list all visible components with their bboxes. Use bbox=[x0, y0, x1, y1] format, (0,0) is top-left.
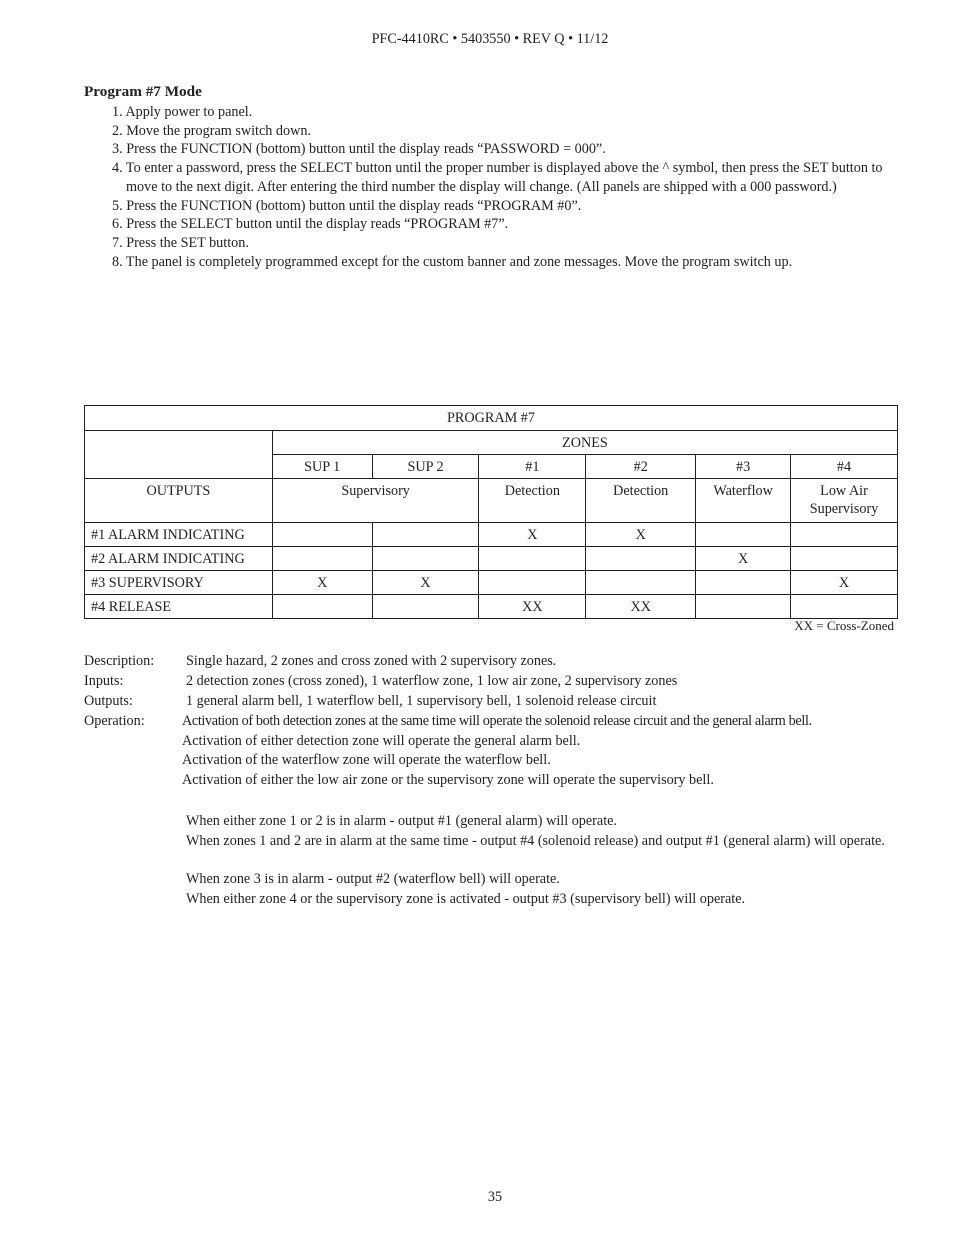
outputs-value: 1 general alarm bell, 1 waterflow bell, 1 supervisory bell, 1 solenoid release circuit bbox=[186, 693, 657, 709]
zone-type: Detection bbox=[586, 479, 696, 523]
table-cell bbox=[272, 595, 372, 619]
section-title: Program #7 Mode bbox=[84, 83, 202, 100]
step-item: 3. Press the FUNCTION (bottom) button until the display reads “PASSWORD = 000”. bbox=[112, 141, 606, 158]
output-label: #2 ALARM INDICATING bbox=[85, 547, 273, 571]
step-item: 8. The panel is completely programmed except for the custom banner and zone messages. Move the program switch up. bbox=[112, 253, 793, 270]
zone-header: #2 bbox=[586, 455, 696, 479]
table-title: PROGRAM #7 bbox=[85, 406, 898, 431]
table-cell bbox=[791, 523, 898, 547]
when-line: When zone 3 is in alarm - output #2 (waterflow bell) will operate. bbox=[186, 871, 560, 887]
table-row bbox=[85, 523, 898, 547]
output-label: #3 SUPERVISORY bbox=[85, 571, 273, 595]
table-cell: X bbox=[372, 571, 479, 595]
inputs-value: 2 detection zones (cross zoned), 1 waterflow zone, 1 low air zone, 2 supervisory zones bbox=[186, 673, 678, 689]
table-cell: X bbox=[479, 523, 586, 547]
zone-type: Waterflow bbox=[696, 479, 791, 523]
table-cell bbox=[479, 571, 586, 595]
step-item: 5. Press the FUNCTION (bottom) button until the display reads “PROGRAM #0”. bbox=[112, 197, 582, 214]
zone-type: Low Air Supervisory bbox=[791, 479, 898, 523]
table-cell: X bbox=[696, 547, 791, 571]
when-line: When either zone 4 or the supervisory zone is activated - output #3 (supervisory bell) will operate. bbox=[186, 891, 746, 907]
table-cell: XX bbox=[479, 595, 586, 619]
output-label: #1 ALARM INDICATING bbox=[85, 523, 273, 547]
table-cell: XX bbox=[586, 595, 696, 619]
step-item: 4. To enter a password, press the SELECT button until the proper number is displayed above the ^ symbol, then press the SET button to move to the next digit. After entering the third number the display will change. (All panels are shipped with a 000 password.) bbox=[112, 160, 883, 195]
inputs-label: Inputs: bbox=[84, 673, 124, 689]
operation-line: Activation of the waterflow zone will operate the waterflow bell. bbox=[182, 752, 551, 768]
step-item: 7. Press the SET button. bbox=[112, 234, 249, 251]
table-cell: X bbox=[586, 523, 696, 547]
table-cell bbox=[791, 547, 898, 571]
table-cell bbox=[479, 547, 586, 571]
step-item: 2. Move the program switch down. bbox=[112, 122, 311, 139]
step-item: 1. Apply power to panel. bbox=[112, 104, 253, 120]
table-row bbox=[85, 595, 898, 619]
outputs-label: Outputs: bbox=[84, 693, 133, 709]
page-number: 35 bbox=[487, 1189, 503, 1205]
outputs-header: OUTPUTS bbox=[85, 479, 273, 523]
table-row bbox=[85, 547, 898, 571]
table-cell bbox=[372, 595, 479, 619]
table-cell bbox=[586, 547, 696, 571]
page-header: PFC-4410RC • 5403550 • REV Q • 11/12 bbox=[371, 31, 609, 47]
table-footnote: XX = Cross-Zoned bbox=[794, 618, 894, 633]
zone-type: Supervisory bbox=[272, 479, 479, 523]
table-cell bbox=[696, 595, 791, 619]
zone-type: Detection bbox=[479, 479, 586, 523]
when-line: When zones 1 and 2 are in alarm at the same time - output #4 (solenoid release) and output #1 (general alarm) will operate. bbox=[186, 833, 885, 849]
table-cell bbox=[696, 523, 791, 547]
description-value: Single hazard, 2 zones and cross zoned with 2 supervisory zones. bbox=[186, 653, 557, 669]
when-line: When either zone 1 or 2 is in alarm - output #1 (general alarm) will operate. bbox=[186, 813, 617, 829]
table-cell bbox=[372, 523, 479, 547]
zone-header: SUP 1 bbox=[272, 455, 372, 479]
description-label: Description: bbox=[84, 653, 155, 669]
operation-line: Activation of both detection zones at the same time will operate the solenoid release circuit and the general alarm bell. bbox=[182, 713, 812, 729]
zone-header: #4 bbox=[791, 455, 898, 479]
operation-line: Activation of either detection zone will operate the general alarm bell. bbox=[182, 733, 581, 749]
table-cell bbox=[586, 571, 696, 595]
table-cell bbox=[696, 571, 791, 595]
step-item: 6. Press the SELECT button until the display reads “PROGRAM #7”. bbox=[112, 216, 509, 233]
program-table bbox=[84, 405, 898, 619]
empty-corner-cell bbox=[85, 431, 273, 479]
procedure-steps bbox=[112, 103, 912, 271]
table-cell: X bbox=[791, 571, 898, 595]
table-cell bbox=[791, 595, 898, 619]
table-cell: X bbox=[272, 571, 372, 595]
output-label: #4 RELEASE bbox=[85, 595, 273, 619]
zone-header: SUP 2 bbox=[372, 455, 479, 479]
table-row bbox=[85, 571, 898, 595]
operation-label: Operation: bbox=[84, 713, 145, 729]
table-cell bbox=[272, 547, 372, 571]
table-cell bbox=[372, 547, 479, 571]
operation-line: Activation of either the low air zone or the supervisory zone will operate the supervisory bell. bbox=[182, 772, 714, 788]
table-cell bbox=[272, 523, 372, 547]
zones-header: ZONES bbox=[272, 431, 897, 455]
zone-header: #3 bbox=[696, 455, 791, 479]
zone-header: #1 bbox=[479, 455, 586, 479]
